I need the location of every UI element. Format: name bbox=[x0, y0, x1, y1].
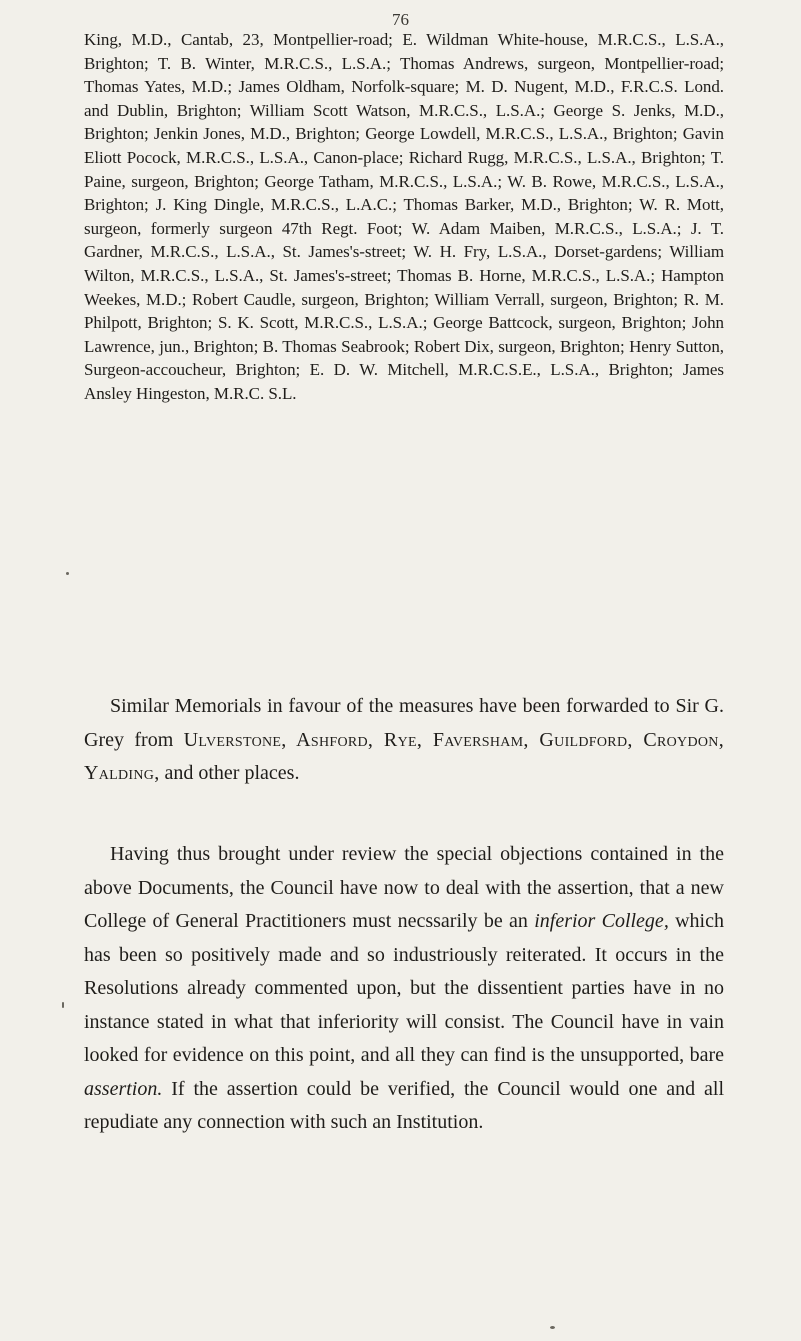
paper-speck bbox=[550, 1326, 555, 1329]
place-names: Ulverstone, Ashford, Rye, Faversham, Guildford, Croydon, Yalding, bbox=[84, 728, 724, 784]
paper-speck bbox=[62, 1002, 64, 1008]
signatories-list: King, M.D., Cantab, 23, Montpellier-road; E. Wildman White-house, M.R.C.S., L.S.A., Brighton; T. B. Winter, M.R.C.S., L.S.A.; Thomas Andrews, surgeon, Montpellier-road; Thomas Yates, M.D.; James Oldham, Norfolk-square; M. D. Nugent, M.D., F.R.C.S. Lond. and Dublin, Brighton; William Scott Watson, M.R.C.S., L.S.A.; George S. Jenks, M.D., Brighton; Jenkin Jones, M.D., Brighton; George Lowdell, M.R.C.S., L.S.A., Brighton; Gavin Eliott Pocock, M.R.C.S., L.S.A., Canon-place; Richard Rugg, M.R.C.S., L.S.A., Brighton; T. Paine, surgeon, Brighton; George Tatham, M.R.C.S., L.S.A.; W. B. Rowe, M.R.C.S., L.S.A., Brighton; J. King Dingle, M.R.C.S., L.A.C.; Thomas Barker, M.D., Brighton; W. R. Mott, surgeon, formerly surgeon 47th Regt. Foot; W. Adam Maiben, M.R.C.S., L.S.A.; J. T. Gardner, M.R.C.S., L.S.A., St. James's-street; W. H. Fry, L.S.A., Dorset-gardens; William Wilton, M.R.C.S., L.S.A., St. James's-street; Thomas B. Horne, M.R.C.S., L.S.A.; Hampton Weekes, M.D.; Robert Caudle, surgeon, Brighton; William Verrall, surgeon, Brighton; R. M. Philpott, Brighton; S. K. Scott, M.R.C.S., L.S.A.; George Battcock, surgeon, Brighton; John Lawrence, jun., Brighton; B. Thomas Seabrook; Robert Dix, surgeon, Brighton; Henry Sutton, Surgeon-accoucheur, Brighton; E. D. W. Mitchell, M.R.C.S.E., L.S.A., Brighton; James Ansley Hingeston, M.R.C. S.L. bbox=[84, 30, 724, 403]
page-number: 76 bbox=[392, 10, 409, 29]
paragraph-similar-memorials bbox=[84, 690, 724, 791]
paragraph-text: Having thus brought under review the special objections contained in the above Documents, the Council have now to deal with the assertion, that a new College of General Practitioners must necssarily be an bbox=[84, 843, 724, 932]
paragraph-text: If the assertion could be verified, the Council would one and all repudiate any connection with such an Institution. bbox=[84, 1077, 724, 1133]
paper-speck bbox=[66, 572, 69, 575]
italic-phrase: assertion. bbox=[84, 1077, 163, 1100]
paragraph-text: and other places. bbox=[159, 762, 300, 784]
paragraph-text: which has been so positively made and so industriously reiterated. It occurs in the Resolutions already commented upon, but the dissentient parties have in no instance stated in what that inferiority will consist. The Council have in vain looked for evidence on this point, and all they can find is the unsupported, bare bbox=[84, 910, 724, 1066]
paragraph-text: Similar Memorials in favour of the measures have been forwarded to Sir G. Grey from bbox=[84, 695, 724, 751]
paragraph-inferior-college bbox=[84, 838, 724, 1140]
italic-phrase: inferior College, bbox=[534, 910, 669, 932]
